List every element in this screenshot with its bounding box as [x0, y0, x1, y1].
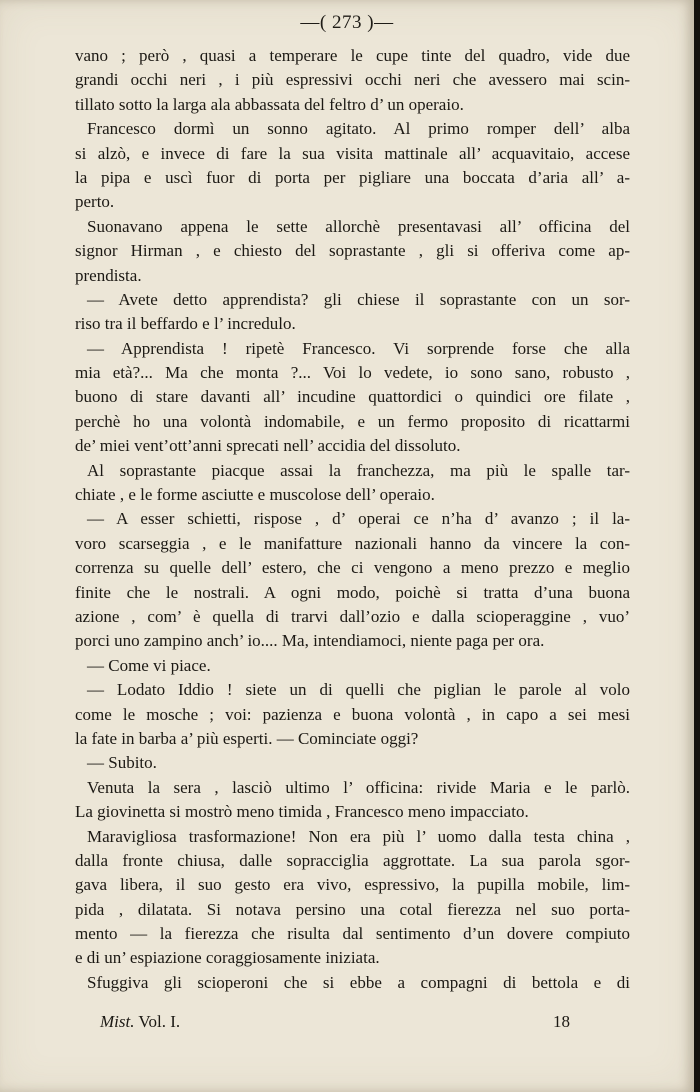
text-line: azione , com’ è quella di trarvi dall’ozio e dalla scioperaggine , vuo’: [75, 606, 630, 626]
page-footer: [100, 1012, 570, 1036]
footer-sheet-number: 18: [553, 1012, 570, 1031]
page-number-header: —( 273 )—: [300, 12, 394, 33]
text-line: correnza su quelle dell’ estero, che ci vengono a meno prezzo e meglio: [75, 558, 630, 578]
footer-signature: [100, 1012, 180, 1032]
text-line: porci uno zampino anch’ io.... Ma, intendiamoci, niente paga per ora.: [75, 631, 545, 651]
text-line: chiate , e le forme asciutte e muscolose dell’ operaio.: [75, 485, 435, 505]
text-line: voro scarseggia , e le manifatture nazionali hanno da vincere la con-: [75, 533, 630, 553]
text-line: Maravigliosa trasformazione! Non era più l’ uomo dalla testa china ,: [87, 826, 630, 846]
text-line: gava libera, il suo gesto era vivo, espressivo, la pupilla mobile, lim-: [75, 875, 630, 895]
text-line: pida , dilatata. Si notava persino una cotal fierezza nel suo porta-: [75, 899, 630, 919]
text-line: dalla fronte chiusa, dalle sopracciglia aggrottate. La sua parola sgor-: [75, 850, 630, 870]
text-line: si alzò, e invece di fare la sua visita mattinale all’ acquavitaio, accese: [75, 143, 630, 163]
text-line: signor Hirman , e chiesto del soprastante , gli si offeriva come ap-: [75, 241, 630, 261]
text-line: finite che le nostrali. A ogni modo, poichè si tratta d’una buona: [75, 582, 630, 602]
footer-signature-abbrev: Mist.: [100, 1012, 135, 1031]
text-line: buono di stare davanti all’ incudine quattordici o quindici ore filate ,: [75, 387, 630, 407]
text-line: — Subito.: [87, 753, 157, 773]
text-line: de’ miei vent’ott’anni sprecati nell’ accidia del dissoluto.: [75, 436, 461, 456]
text-line: riso tra il beffardo e l’ incredulo.: [75, 314, 296, 334]
text-line: Suonavano appena le sette allorchè presentavasi all’ officina del: [87, 216, 630, 236]
text-line: vano ; però , quasi a temperare le cupe tinte del quadro, vide due: [75, 46, 630, 65]
text-line: — Lodato Iddio ! siete un di quelli che piglian le parole al volo: [87, 680, 630, 700]
text-line: — Come vi piace.: [87, 655, 211, 675]
text-line: Sfuggiva gli scioperoni che si ebbe a compagni di bettola e di: [87, 972, 630, 992]
text-line: la fate in barba a’ più esperti. — Cominciate oggi?: [75, 728, 419, 748]
text-line: e di un’ espiazione coraggiosamente iniziata.: [75, 948, 380, 968]
text-line: la pipa e uscì fuor di porta per pigliare una boccata d’aria all’ a-: [75, 167, 630, 187]
text-line: — A esser schietti, rispose , d’ operai ce n’ha d’ avanzo ; il la-: [87, 509, 630, 529]
text-line: La giovinetta si mostrò meno timida , Francesco meno impacciato.: [75, 802, 529, 822]
text-line: come le mosche ; voi: pazienza e buona volontà , in capo a sei mesi: [75, 704, 630, 724]
text-line: mento — la fierezza che risulta dal sentimento d’un dovere compiuto: [75, 924, 630, 944]
text-line: Francesco dormì un sonno agitato. Al primo romper dell’ alba: [87, 119, 630, 139]
text-line: prendista.: [75, 265, 142, 285]
body-text: [75, 44, 630, 995]
footer-signature-volume: Vol. I.: [134, 1012, 181, 1031]
text-line: Venuta la sera , lasciò ultimo l’ officina: rivide Maria e le parlò.: [87, 777, 630, 797]
text-line: — Apprendista ! ripetè Francesco. Vi sorprende forse che alla: [87, 338, 630, 358]
text-line: tillato sotto la larga ala abbassata del feltro d’ un operaio.: [75, 94, 464, 114]
text-line: — Avete detto apprendista? gli chiese il soprastante con un sor-: [87, 289, 630, 309]
text-line: mia età?... Ma che monta ?... Voi lo vedete, io sono sano, robusto ,: [75, 363, 630, 383]
text-line: perto.: [75, 192, 115, 212]
text-line: perchè ho una volontà indomabile, e un fermo proposito di ricattarmi: [75, 411, 630, 431]
text-line: Al soprastante piacque assai la franchezza, ma più le spalle tar-: [87, 460, 630, 480]
text-line: grandi occhi neri , i più espressivi occhi neri che avessero mai scin-: [75, 70, 630, 90]
